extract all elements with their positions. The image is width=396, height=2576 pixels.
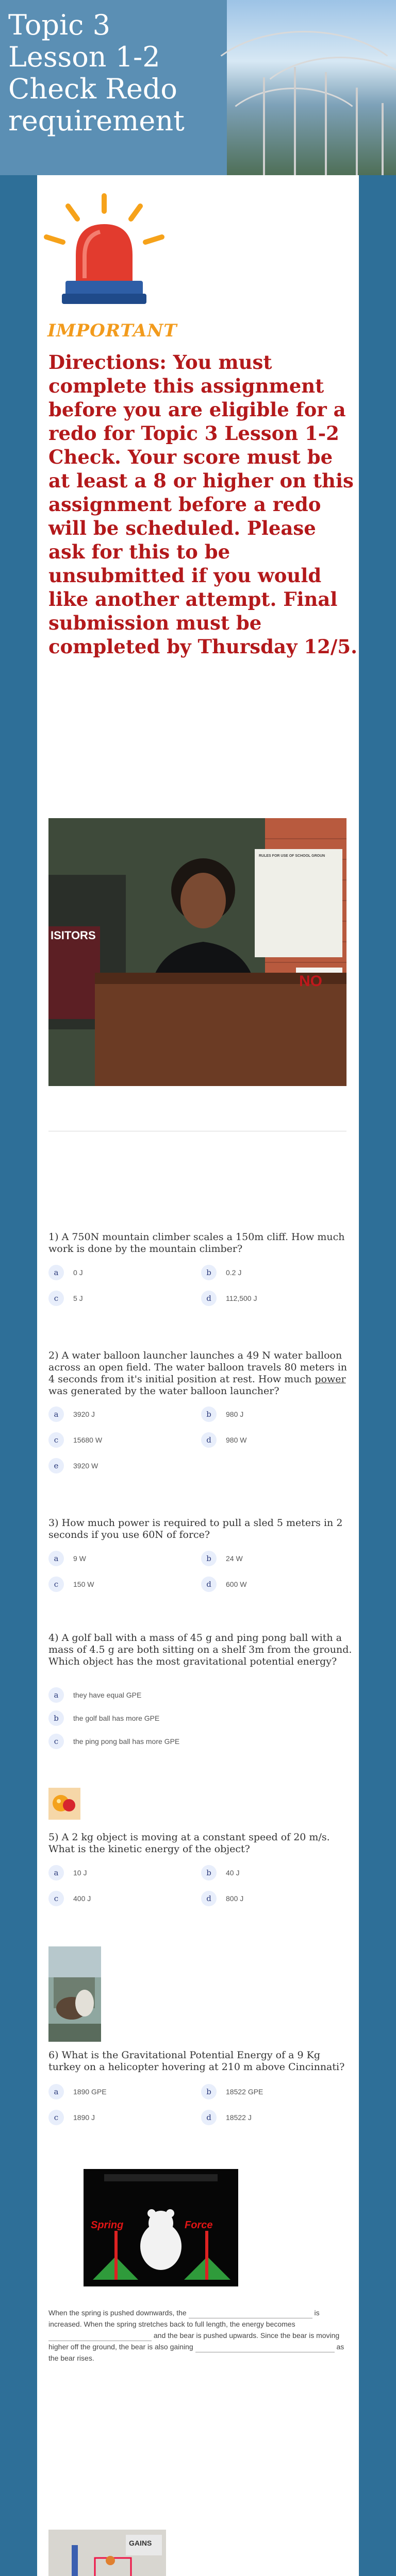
golf-pingpong-image	[48, 1788, 80, 1820]
question-5-text: 5) A 2 kg object is moving at a constant speed of 20 m/s. What is the kinetic energy of the object?	[48, 1832, 330, 1855]
q1-option-d[interactable]: d 112,500 J	[201, 1288, 345, 1309]
q6-option-c[interactable]: c 1890 J	[48, 2107, 193, 2128]
q7-blank-2[interactable]	[48, 2333, 152, 2341]
q5-option-c[interactable]: c 400 J	[48, 1888, 193, 1909]
q3-option-c[interactable]: c 150 W	[48, 1574, 193, 1595]
q6-option-d[interactable]: d 18522 J	[201, 2107, 345, 2128]
q5-option-b[interactable]: b 40 J	[201, 1862, 345, 1883]
directions-text: Directions: You must complete this assignment before you are eligible for a redo for Topic 3 Lesson 1-2 Check. Your score must be at least a 8 or higher on this assignment before a redo will be scheduled. Please ask for this to be unsubmitted if you would like another attempt. Final submission must be completed by Thursday 12/5.	[48, 351, 357, 658]
q7-fill-in-text: When the spring is pushed downwards, the is increased. When the spring stretches back to full length, the energy becomes and the bear is pushed upwards. Since the bear is moving higher off the ground, the bear is also gaining as the bear rises.	[48, 2309, 344, 2362]
q4-option-c[interactable]: c the ping pong ball has more GPE	[48, 1731, 348, 1752]
important-label: IMPORTANT	[47, 320, 177, 341]
header-rollercoaster-image	[227, 0, 396, 175]
question-3-text: 3) How much power is required to pull a sled 5 meters in 2 seconds if you use 60N of force?	[48, 1517, 343, 1540]
force-label: Force	[185, 2219, 213, 2231]
school-rules-sign-text: RULES FOR USE OF SCHOOL GROUN	[259, 854, 325, 858]
q5-option-d[interactable]: d 800 J	[201, 1888, 345, 1909]
assignment-card	[37, 175, 359, 2576]
important-siren-graphic	[37, 191, 177, 361]
q5-option-a[interactable]: a 10 J	[48, 1862, 193, 1883]
page-header	[0, 0, 396, 175]
gains-sign-text: GAINS	[129, 2539, 152, 2547]
q3-option-a[interactable]: a 9 W	[48, 1548, 193, 1569]
question-6-text: 6) What is the Gravitational Potential Energy of a 9 Kg turkey on a helicopter hovering at 210 m above Cincinnati?	[48, 2049, 345, 2073]
no-sign-text: NO	[299, 973, 322, 990]
q4-option-b[interactable]: b the golf ball has more GPE	[48, 1708, 348, 1728]
q1-option-c[interactable]: c 5 J	[48, 1288, 193, 1309]
q4-option-a[interactable]: a they have equal GPE	[48, 1685, 348, 1705]
spring-bear-image	[84, 2169, 238, 2286]
q1-option-b[interactable]: b 0.2 J	[201, 1262, 345, 1283]
q2-option-d[interactable]: d 980 W	[201, 1430, 345, 1450]
q6-option-b[interactable]: b 18522 GPE	[201, 2081, 345, 2102]
q6-option-a[interactable]: a 1890 GPE	[48, 2081, 193, 2102]
q7-blank-1[interactable]	[189, 2310, 312, 2318]
siren-icon	[37, 191, 171, 319]
visitors-sign-text: ISITORS	[51, 929, 96, 942]
q3-option-b[interactable]: b 24 W	[201, 1548, 345, 1569]
q7-blank-3[interactable]	[195, 2344, 335, 2352]
question-2-text: 2) A water balloon launcher launches a 49 N water balloon across an open field. The water balloon travels 80 meters in 4 seconds from it's initial position at rest. How much power was generated by the water balloon launcher?	[48, 1350, 348, 1397]
speaker-podium-photo	[48, 818, 346, 1086]
q2-option-c[interactable]: c 15680 W	[48, 1430, 193, 1450]
q2-option-a[interactable]: a 3920 J	[48, 1404, 193, 1425]
q2-option-e[interactable]: e 3920 W	[48, 1455, 193, 1476]
q1-option-a[interactable]: a 0 J	[48, 1262, 193, 1283]
turkey-helicopter-image	[48, 1946, 101, 2042]
q3-option-d[interactable]: d 600 W	[201, 1574, 345, 1595]
question-1-text: 1) A 750N mountain climber scales a 150m cliff. How much work is done by the mountain climber?	[48, 1231, 345, 1255]
question-4-text: 4) A golf ball with a mass of 45 g and ping pong ball with a mass of 4.5 g are both sitting on a shelf 3m from the ground. Which object has the most gravitational potential energy?	[48, 1632, 352, 1667]
page-title: Topic 3 Lesson 1-2 Check Redo requirement	[8, 9, 185, 137]
q2-option-b[interactable]: b 980 J	[201, 1404, 345, 1425]
basketball-gym-image	[48, 2530, 166, 2576]
spring-label: Spring	[91, 2219, 124, 2231]
